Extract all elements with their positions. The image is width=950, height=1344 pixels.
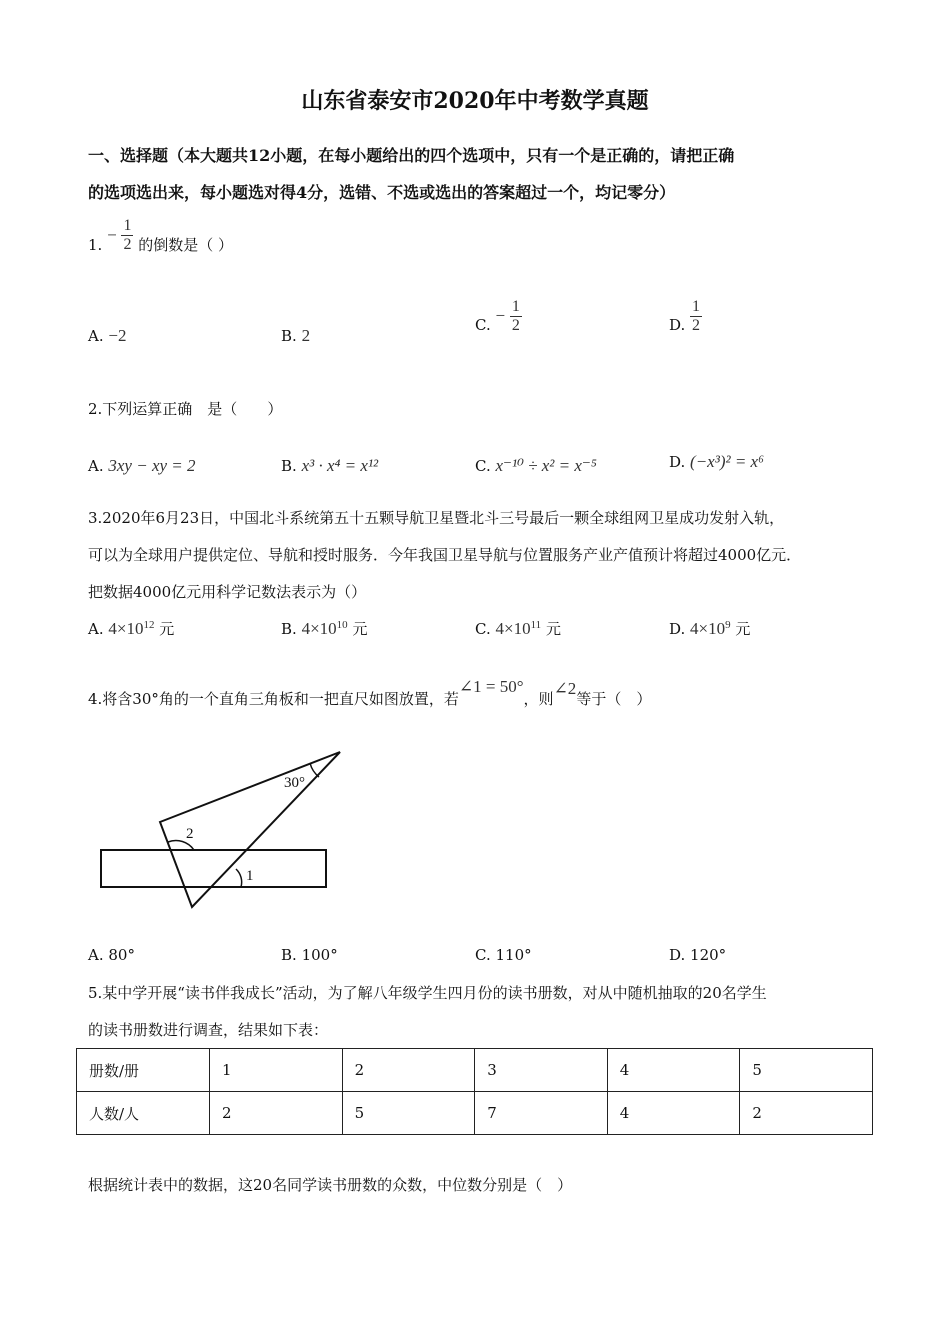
option-label: B. bbox=[281, 457, 297, 475]
option-label: D. bbox=[669, 316, 686, 335]
q4-option-b bbox=[281, 946, 338, 964]
label-2: 2 bbox=[186, 826, 194, 842]
q3-option-d bbox=[669, 618, 750, 639]
option-unit: 元 bbox=[159, 620, 175, 638]
table-cell: 7 bbox=[475, 1092, 608, 1135]
option-exponent: 9 bbox=[725, 619, 731, 631]
q1-fraction-numerator: 1 bbox=[123, 217, 132, 235]
question-3-line1: 3.2020年6月23日，中国北斗系统第五十五颗导航卫星暨北斗三号最后一颗全球组网卫星成功发射入轨， bbox=[88, 509, 785, 527]
table-cell: 5 bbox=[740, 1049, 873, 1092]
q4-angle2: ∠2 bbox=[553, 679, 577, 698]
option-label: A. bbox=[88, 457, 104, 475]
option-value: 100° bbox=[301, 946, 338, 964]
label-1: 1 bbox=[246, 868, 254, 884]
table-cell: 2 bbox=[210, 1092, 343, 1135]
option-value: (−x³)² = x⁶ bbox=[690, 452, 765, 471]
question-2: 2.下列运算正确 是（ ） bbox=[88, 400, 283, 418]
option-label: C. bbox=[475, 946, 491, 964]
option-label: C. bbox=[475, 620, 491, 638]
option-label: A. bbox=[88, 327, 104, 345]
q4-option-a bbox=[88, 946, 135, 964]
table-cell: 2 bbox=[342, 1049, 475, 1092]
table-cell: 5 bbox=[342, 1092, 475, 1135]
question-5-line2: 的读书册数进行调查，结果如下表： bbox=[88, 1021, 329, 1039]
q2-option-b bbox=[281, 456, 378, 476]
option-value: 80° bbox=[108, 946, 135, 964]
table-cell: 1 bbox=[210, 1049, 343, 1092]
question-5-followup: 根据统计表中的数据，这20名同学读书册数的众数，中位数分别是（ ） bbox=[88, 1176, 573, 1194]
option-exponent: 10 bbox=[336, 619, 348, 631]
option-fraction bbox=[510, 298, 522, 334]
q2-option-d bbox=[669, 452, 764, 472]
section-instructions-line1: 一、选择题（本大题共12小题，在每小题给出的四个选项中，只有一个是正确的，请把正确 bbox=[88, 146, 735, 165]
q1-option-a bbox=[88, 326, 126, 346]
table-cell: 3 bbox=[475, 1049, 608, 1092]
question-5-line1: 5.某中学开展“读书伴我成长”活动，为了解八年级学生四月份的读书册数，对从中随机抽取的20名学生 bbox=[88, 984, 767, 1002]
angle-1-arc bbox=[236, 869, 242, 887]
option-value: 3xy − xy = 2 bbox=[108, 456, 196, 475]
option-base: 4×10 bbox=[108, 619, 144, 638]
option-base: 4×10 bbox=[690, 619, 726, 638]
option-exponent: 12 bbox=[143, 619, 155, 631]
option-value: x³ · x⁴ = x¹² bbox=[301, 456, 379, 475]
q1-minus-sign: − bbox=[107, 225, 117, 245]
q4-text-c: 等于（ ） bbox=[576, 690, 652, 708]
fraction-numerator: 1 bbox=[511, 298, 520, 315]
table-cell: 册数/册 bbox=[77, 1049, 210, 1092]
q3-option-b bbox=[281, 618, 367, 639]
q4-option-d bbox=[669, 946, 726, 964]
option-value: 120° bbox=[690, 946, 727, 964]
option-label: B. bbox=[281, 620, 297, 638]
option-value: −2 bbox=[108, 326, 127, 345]
q2-option-c bbox=[475, 456, 597, 476]
fraction-numerator: 1 bbox=[692, 298, 701, 315]
option-unit: 元 bbox=[735, 620, 751, 638]
q2-option-a bbox=[88, 456, 196, 476]
table-cell: 4 bbox=[607, 1092, 740, 1135]
option-label: C. bbox=[475, 457, 491, 475]
option-value: x⁻¹⁰ ÷ x² = x⁻⁵ bbox=[495, 456, 597, 475]
question-1 bbox=[88, 216, 233, 255]
option-label: B. bbox=[281, 327, 297, 345]
q4-condition: ∠1 = 50° bbox=[458, 677, 524, 696]
option-base: 4×10 bbox=[495, 619, 531, 638]
angle-30-arc bbox=[310, 763, 319, 777]
ruler-rectangle bbox=[101, 850, 326, 887]
option-fraction bbox=[690, 298, 702, 334]
q1-fraction-denominator: 2 bbox=[123, 236, 132, 253]
option-label: A. bbox=[88, 946, 104, 964]
option-unit: 元 bbox=[352, 620, 368, 638]
q3-option-a bbox=[88, 618, 174, 639]
option-value: 110° bbox=[495, 946, 532, 964]
q1-number: 1. bbox=[88, 235, 103, 254]
fraction-denominator: 2 bbox=[511, 316, 520, 334]
q1-fraction bbox=[121, 217, 133, 253]
option-label: C. bbox=[475, 316, 491, 335]
q1-option-c bbox=[475, 298, 522, 334]
option-exponent: 11 bbox=[530, 619, 542, 631]
reading-stats-table bbox=[76, 1048, 873, 1135]
table-row bbox=[77, 1092, 873, 1135]
option-label: D. bbox=[669, 620, 686, 638]
question-4 bbox=[88, 677, 652, 709]
q1-option-b bbox=[281, 326, 310, 346]
option-unit: 元 bbox=[545, 620, 561, 638]
option-base: 4×10 bbox=[301, 619, 337, 638]
q3-option-c bbox=[475, 618, 561, 639]
table-row bbox=[77, 1049, 873, 1092]
q4-text-a: 4.将含30°角的一个直角三角板和一把直尺如图放置，若 bbox=[88, 690, 459, 708]
q1-text: 的倒数是（ ） bbox=[138, 236, 234, 254]
q4-triangle-ruler-figure bbox=[96, 744, 356, 914]
option-sign: − bbox=[495, 306, 506, 326]
label-30: 30° bbox=[284, 775, 305, 791]
table-cell: 4 bbox=[607, 1049, 740, 1092]
section-instructions-line2: 的选项选出来，每小题选对得4分，选错、不选或选出的答案超过一个，均记零分） bbox=[88, 183, 676, 202]
option-label: A. bbox=[88, 620, 104, 638]
table-cell: 2 bbox=[740, 1092, 873, 1135]
q4-option-c bbox=[475, 946, 532, 964]
option-label: B. bbox=[281, 946, 297, 964]
table-cell: 人数/人 bbox=[77, 1092, 210, 1135]
q1-option-d bbox=[669, 298, 702, 334]
page-title: 山东省泰安市2020年中考数学真题 bbox=[301, 88, 649, 114]
fraction-denominator: 2 bbox=[692, 316, 701, 334]
option-value: 2 bbox=[301, 326, 311, 345]
question-3-line2: 可以为全球用户提供定位、导航和授时服务．今年我国卫星导航与位置服务产业产值预计将超过4000亿元． bbox=[88, 546, 802, 564]
question-3-line3: 把数据4000亿元用科学记数法表示为（） bbox=[88, 583, 367, 601]
q4-text-b: ，则 bbox=[523, 690, 554, 708]
option-label: D. bbox=[669, 946, 686, 964]
option-label: D. bbox=[669, 453, 686, 471]
